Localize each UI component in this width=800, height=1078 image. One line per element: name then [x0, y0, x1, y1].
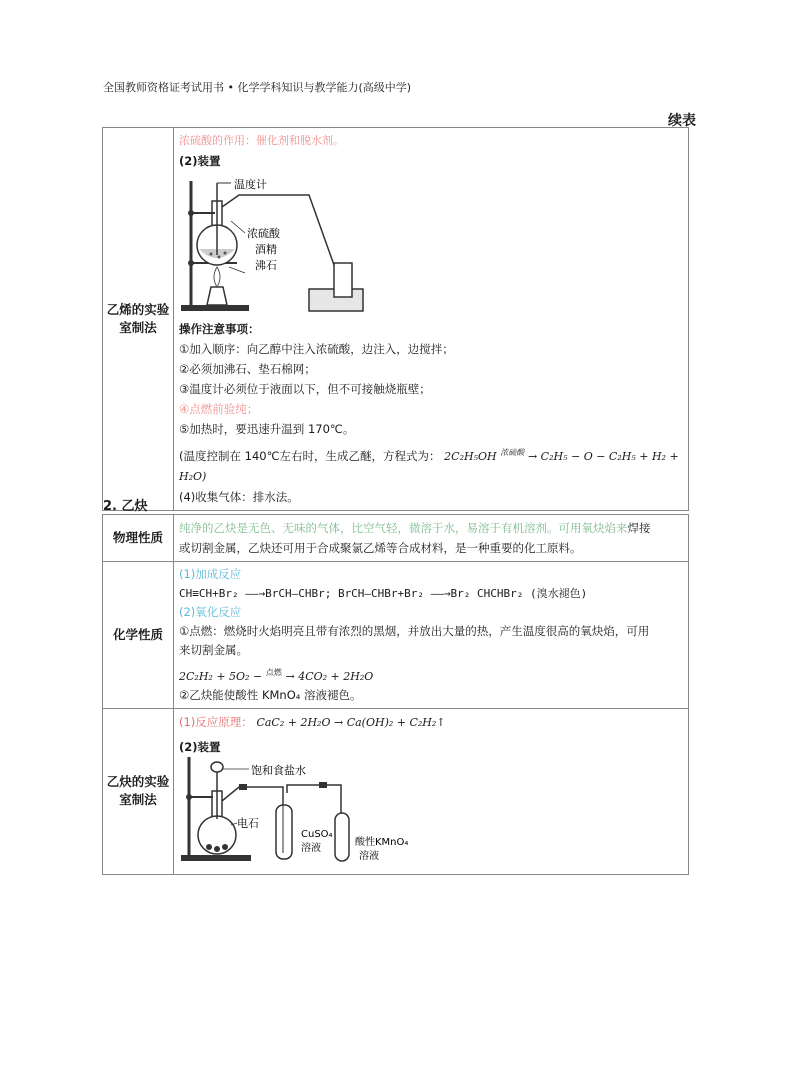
ethylene-apparatus-title: (2)装置 [179, 154, 221, 168]
note-7: (4)收集气体：排水法。 [179, 489, 299, 504]
ethylene-content [174, 128, 689, 511]
clamp-screw [188, 210, 194, 216]
notes-title: 操作注意事项： [179, 322, 260, 336]
acetylene-lab-label [103, 708, 174, 874]
alcohol-lamp [207, 287, 227, 305]
kmno4-test-tube [335, 813, 349, 861]
phys-text-b: 焊接 [627, 521, 651, 535]
addition-title: (1)加成反应 [179, 567, 242, 581]
label-carbide: 电石 [237, 816, 259, 830]
phys-text-c: 或切割金属，乙炔还可用于合成聚氯乙烯等合成材料，是一种重要的化工原料。 [179, 541, 582, 555]
ether-eq-left: 2C₂H₅OH [444, 449, 497, 463]
label-stones: 沸石 [255, 259, 277, 272]
ring-screw [188, 260, 194, 266]
note-4: ④点燃前验纯； [179, 402, 259, 416]
tube-1 [222, 787, 283, 805]
note-5: ⑤加热时，要迅速升温到 170℃。 [179, 422, 355, 436]
burn-eq-condition: 点燃 [265, 668, 282, 677]
addition-equation: CH≡CH+Br₂ ——→BrCH—CHBr; BrCH—CHBr+Br₂ ——→Br₂ CHCHBr₂ (溴水褪色) [179, 587, 588, 600]
ethylene-apparatus-svg [179, 171, 379, 319]
note-2: ②必须加沸石、垫石棉网； [179, 362, 316, 376]
acetylene-apparatus-svg [179, 757, 419, 865]
cuso4-test-tube [276, 805, 292, 859]
label-alcohol: 酒精 [255, 243, 277, 256]
stones-pointer [229, 267, 245, 273]
label-thermometer: 温度计 [234, 178, 267, 191]
chem-content [174, 562, 689, 709]
ether-eq-right: → C₂H₅ − O − C₂H₅ + H₂ + [527, 449, 679, 463]
label-acid: 浓硫酸 [247, 227, 280, 240]
flame [214, 267, 220, 287]
section-acetylene-title: 2. 乙炔 [103, 499, 148, 514]
acetylene-apparatus-title: (2)装置 [179, 739, 221, 754]
acetylene-apparatus-diagram [179, 757, 684, 865]
phys-text-a: 纯净的乙炔是无色、无味的气体，比空气轻，微溶于水，易溶于有机溶剂。可用氧炔焰来 [179, 521, 628, 535]
ether-eq-condition: 浓硫酸 [500, 448, 525, 457]
collecting-bottle [334, 263, 352, 297]
label-cuso4: CuSO₄ [301, 828, 333, 840]
burn-equation [179, 663, 684, 686]
acetylene-label-line2: 室制法 [119, 792, 157, 808]
tube-2 [287, 785, 341, 813]
ethylene-table [102, 127, 689, 511]
continued-label: 续表 [668, 113, 696, 129]
acid-role-text: 浓硫酸的作用：催化剂和脱水剂。 [179, 134, 344, 147]
acetylene-label-line1: 乙炔的实验 [106, 774, 170, 790]
ethylene-lab-label [103, 128, 174, 511]
label-brine: 饱和食盐水 [251, 763, 306, 777]
phys-content [174, 515, 689, 562]
principle-line [179, 712, 684, 733]
ethylene-label-line2: 室制法 [119, 319, 157, 335]
ethylene-apparatus-diagram [179, 171, 684, 319]
burn-eq-right: → 4CO₂ + 2H₂O [285, 669, 374, 683]
principle-title: (1)反应原理： [179, 714, 253, 729]
kmno4-text: ②乙炔能使酸性 KMnO₄ 溶液褪色。 [179, 687, 362, 702]
delivery-tube [222, 195, 344, 293]
burn-text-a: ①点燃：燃烧时火焰明亮且带有浓烈的黑烟，并放出大量的热，产生温度很高的氧炔焰，可用 [179, 624, 650, 638]
ethylene-label-line1: 乙烯的实验 [106, 301, 170, 317]
label-kmno4: 酸性KMnO₄ [355, 836, 409, 848]
acid-pointer [231, 221, 245, 233]
note-3: ③温度计必须位于液面以下，但不可接触烧瓶壁； [179, 382, 431, 396]
page-header: 全国教师资格证考试用书 • 化学学科知识与教学能力(高级中学) [103, 81, 412, 94]
burn-text-b: 来切割金属。 [179, 643, 248, 657]
burn-eq-left: 2C₂H₂ + 5O₂ − [179, 669, 263, 683]
note-1: ①加入顺序：向乙醇中注入浓硫酸，边注入，边搅拌； [179, 342, 454, 356]
note-6 [179, 443, 684, 467]
stand-base [181, 305, 249, 311]
acetylene-table [102, 514, 689, 875]
phys-label: 物理性质 [103, 515, 174, 562]
note-6-text: (温度控制在 140℃左右时，生成乙醚，方程式为： [179, 448, 441, 463]
label-kmno4-solution: 溶液 [359, 850, 379, 862]
oxidation-title: (2)氧化反应 [179, 605, 242, 619]
note-6-end: H₂O) [179, 469, 207, 483]
label-cuso4-solution: 溶液 [301, 842, 321, 854]
dropping-funnel [211, 762, 223, 772]
acetylene-lab-content [174, 708, 689, 874]
principle-equation: CaC₂ + 2H₂O → Ca(OH)₂ + C₂H₂↑ [256, 715, 446, 729]
stand-base-2 [181, 855, 251, 861]
chem-label: 化学性质 [103, 562, 174, 709]
